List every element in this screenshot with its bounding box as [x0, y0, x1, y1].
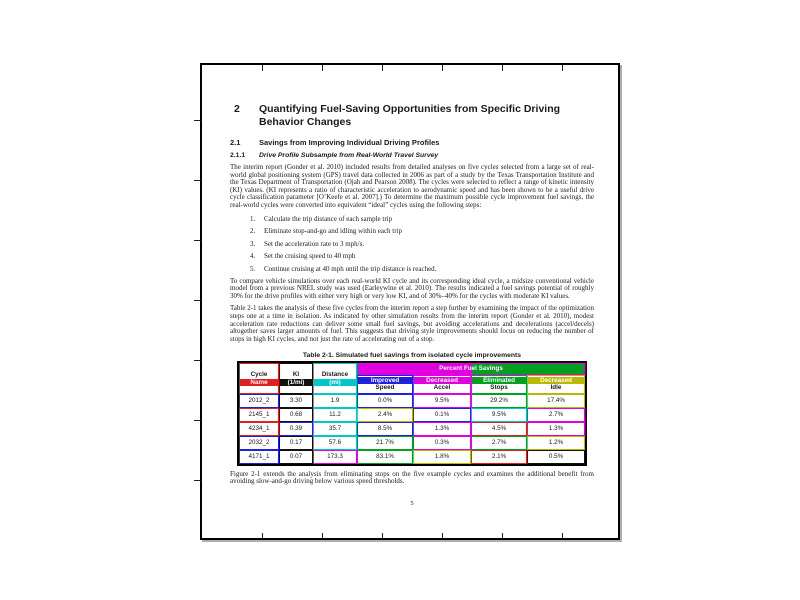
page-content: [230, 103, 594, 507]
cell-decreased-idle: 2.7%: [527, 408, 585, 422]
list-item-number: 1.: [250, 214, 256, 223]
cell-cycle-name: 4234_1: [239, 422, 279, 436]
table-row: [239, 436, 585, 450]
section-heading: [230, 138, 594, 147]
cell-decreased-accel: 0.3%: [413, 436, 471, 450]
cell-distance: 57.6: [313, 436, 357, 450]
cell-improved-speed: 0.0%: [357, 394, 413, 408]
col-header-cycle-name: Cycle Name: [239, 363, 279, 394]
ruler-ticks-left: [194, 120, 201, 483]
col-header-decreased-idle: Decreased Idle: [527, 375, 585, 394]
document-page: [200, 63, 620, 540]
cell-eliminated-stops: 9.5%: [471, 408, 527, 422]
cell-cycle-name: 4171_1: [239, 450, 279, 464]
subsection-title: Drive Profile Subsample from Real-World Travel Survey: [259, 152, 439, 159]
cell-distance: 1.9: [313, 394, 357, 408]
cell-ki: 0.39: [279, 422, 313, 436]
list-item: [250, 215, 594, 223]
table-row: [239, 450, 585, 464]
paragraph-simulation-results: To compare vehicle simulations over each real-world KI cycle and its corresponding ideal cycle, a midsize conventional vehicle model from a previous NREL study was used (Earleywine et al. 2010). The results indicated a fuel savings potential of roughly 30% for the drive profiles with either very high or very low KI, and of 30%–40% for the cycles with moderate KI values.: [230, 276, 594, 300]
cell-eliminated-stops: 2.1%: [471, 450, 527, 464]
ideal-cycle-steps-list: [250, 215, 594, 273]
list-item-number: 3.: [250, 239, 256, 248]
cell-distance: 35.7: [313, 422, 357, 436]
paragraph-intro: The interim report (Gonder et al. 2010) included results from detailed analyses on five cycles selected from a large set of real-world global positioning system (GPS) travel data collected in 2006 as part of a study by the Texas Transportation Institute and the Texas Department of Transportation (Ojah and Pearson 2008). The cycles were selected to reflect a range of kinetic intensity (KI) values. (KI represents a ratio of characteristic acceleration to aerodynamic speed and has been shown to be a useful drive cycle classification parameter [O’Keefe et al. 2007].) To determine the maximum possible cycle improvement fuel savings, the real-world cycles were converted into equivalent “ideal” cycles using the following steps:: [230, 163, 594, 209]
list-item-text: Set the cruising speed to 40 mph: [264, 252, 356, 261]
col-header-eliminated-stops: Eliminated Stops: [471, 375, 527, 394]
page-number: 5: [410, 500, 414, 507]
list-item-text: Calculate the trip distance of each sample trip: [264, 214, 393, 223]
list-item-text: Set the acceleration rate to 3 mph/s.: [264, 239, 365, 248]
cell-improved-speed: 83.1%: [357, 450, 413, 464]
cell-cycle-name: 2012_2: [239, 394, 279, 408]
ruler-ticks-bottom: [262, 533, 566, 538]
list-item-number: 4.: [250, 252, 256, 261]
cell-decreased-accel: 9.5%: [413, 394, 471, 408]
list-item-number: 5.: [250, 264, 256, 273]
cell-decreased-accel: 0.1%: [413, 408, 471, 422]
cell-decreased-accel: 1.3%: [413, 422, 471, 436]
table-row: [239, 394, 585, 408]
ruler-ticks-top: [262, 65, 566, 71]
subsection-number: 2.1.1: [230, 152, 246, 159]
section-title: Savings from Improving Individual Driving Profiles: [259, 138, 440, 147]
list-item-text: Continue cruising at 40 mph until the trip distance is reached.: [264, 264, 437, 273]
subsection-heading: [230, 152, 594, 159]
cell-improved-speed: 21.7%: [357, 436, 413, 450]
list-item: [250, 240, 594, 248]
cell-cycle-name: 2032_2: [239, 436, 279, 450]
col-header-ki: KI (1/mi): [279, 363, 313, 394]
cell-decreased-idle: 0.5%: [527, 450, 585, 464]
col-header-distance: Distance (mi): [313, 363, 357, 394]
table-header-row: [239, 363, 585, 375]
col-header-percent-fuel-savings: Percent Fuel Savings: [357, 363, 585, 375]
cell-distance: 173.3: [313, 450, 357, 464]
list-item-number: 2.: [250, 227, 256, 236]
chapter-heading: [234, 103, 594, 129]
table-row: [239, 422, 585, 436]
cell-eliminated-stops: 4.5%: [471, 422, 527, 436]
cell-eliminated-stops: 2.7%: [471, 436, 527, 450]
list-item: [250, 252, 594, 260]
cell-decreased-idle: 1.3%: [527, 422, 585, 436]
chapter-number: 2: [234, 103, 240, 115]
section-number: 2.1: [230, 138, 241, 147]
chapter-title: Quantifying Fuel-Saving Opportunities from Specific Driving Behavior Changes: [259, 103, 561, 128]
table-row: [239, 408, 585, 422]
cell-improved-speed: 2.4%: [357, 408, 413, 422]
table-caption: Table 2-1. Simulated fuel savings from isolated cycle improvements: [302, 352, 522, 360]
cell-improved-speed: 8.5%: [357, 422, 413, 436]
cell-ki: 0.07: [279, 450, 313, 464]
fuel-savings-table: [237, 361, 587, 466]
cell-ki: 0.17: [279, 436, 313, 450]
cell-distance: 11.2: [313, 408, 357, 422]
col-header-improved-speed: Improved Speed: [357, 375, 413, 394]
cell-eliminated-stops: 29.2%: [471, 394, 527, 408]
cell-cycle-name: 2145_1: [239, 408, 279, 422]
cell-ki: 3.30: [279, 394, 313, 408]
col-header-decreased-accel: Decreased Accel: [413, 375, 471, 394]
cell-decreased-accel: 1.8%: [413, 450, 471, 464]
cell-ki: 0.68: [279, 408, 313, 422]
paragraph-table-discussion: Table 2-1 takes the analysis of these five cycles from the interim report a step further by examining the impact of the optimization steps one at a time in isolation. As indicated by other simulation results from the interim report (Gonder et al. 2010), modest acceleration rate reductions can deliver some small fuel savings, but avoiding accelerations and decelerations (accel/decels) altogether saves larger amounts of fuel. This suggests that driving style improvements should focus on reducing the number of stops in high KI cycles, and not just the rate of accelerating out of a stop.: [230, 304, 594, 343]
paragraph-figure-reference: Figure 2-1 extends the analysis from eliminating stops on the five example cycles and examines the additional benefit from avoiding slow-and-go driving below various speed thresholds.: [230, 469, 594, 486]
cell-decreased-idle: 17.4%: [527, 394, 585, 408]
list-item: [250, 227, 594, 235]
list-item: [250, 265, 594, 273]
cell-decreased-idle: 1.2%: [527, 436, 585, 450]
list-item-text: Eliminate stop-and-go and idling within each trip: [264, 227, 403, 236]
